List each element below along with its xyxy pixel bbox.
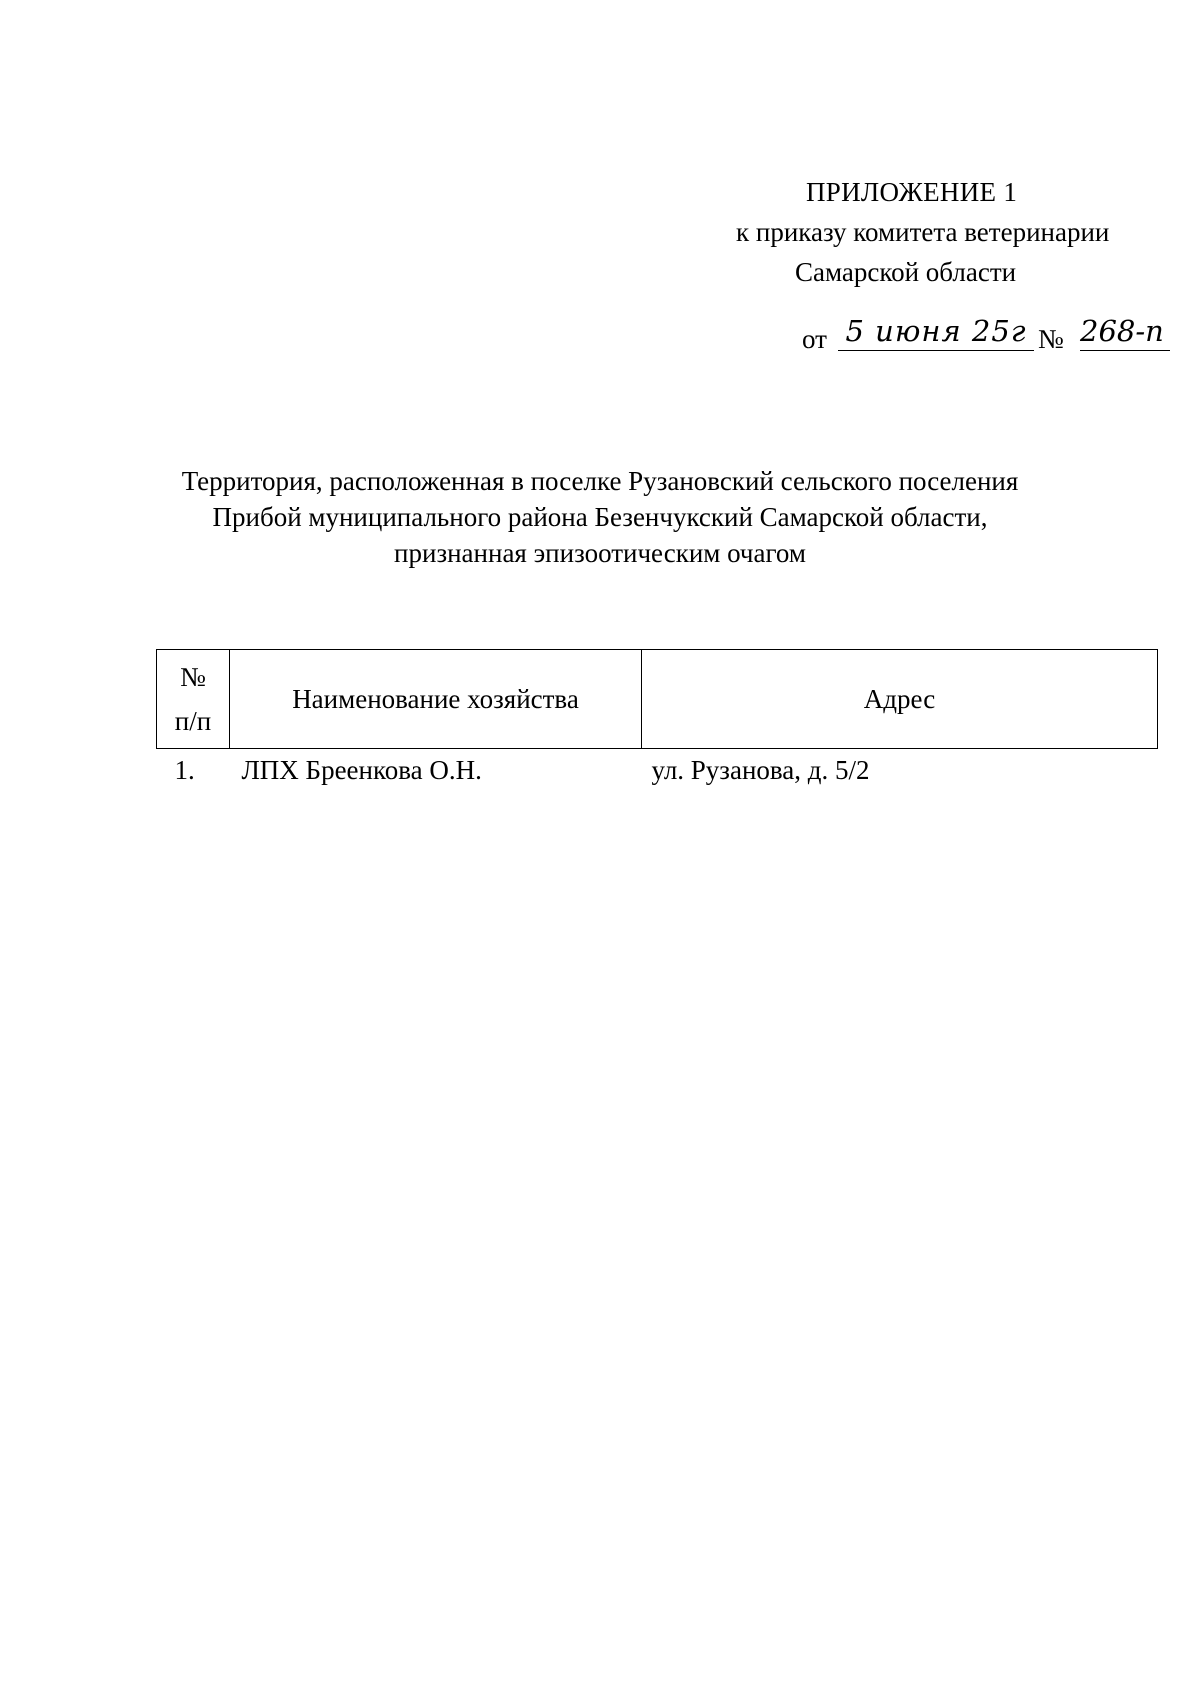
column-header-number-sign: № — [180, 662, 206, 692]
row-household-name: ЛПХ Бреенкова О.Н. — [241, 755, 482, 785]
order-number-sign: № — [1038, 324, 1064, 354]
households-table-container — [156, 649, 1158, 793]
heading-line: признанная эпизоотическим очагом — [394, 538, 806, 568]
document-heading — [150, 463, 1050, 571]
heading-line: Прибой муниципального района Безенчукский Самарской области, — [212, 502, 988, 532]
row-number: 1. — [174, 755, 195, 785]
order-date-prefix: от — [802, 324, 827, 354]
column-header-number-abbr: п/п — [174, 706, 212, 736]
households-table — [156, 649, 1158, 793]
column-header-number — [157, 650, 230, 749]
row-address: ул. Рузанова, д. 5/2 — [651, 755, 870, 785]
appendix-order-reference: к приказу комитета ветеринарии — [736, 217, 1110, 247]
heading-line: Территория, расположенная в поселке Рузановский сельского поселения — [181, 466, 1019, 496]
order-date-number — [802, 312, 1182, 358]
appendix-title: ПРИЛОЖЕНИЕ 1 — [806, 177, 1018, 207]
appendix-region: Самарской области — [795, 257, 1017, 287]
table-header-row — [157, 650, 1158, 749]
table-row — [157, 749, 1158, 794]
column-header-name: Наименование хозяйства — [230, 650, 642, 749]
column-header-address: Адрес — [642, 650, 1158, 749]
order-date-handwritten: 5 июня 25г — [838, 314, 1034, 351]
order-number-handwritten: 268-п — [1080, 314, 1170, 351]
